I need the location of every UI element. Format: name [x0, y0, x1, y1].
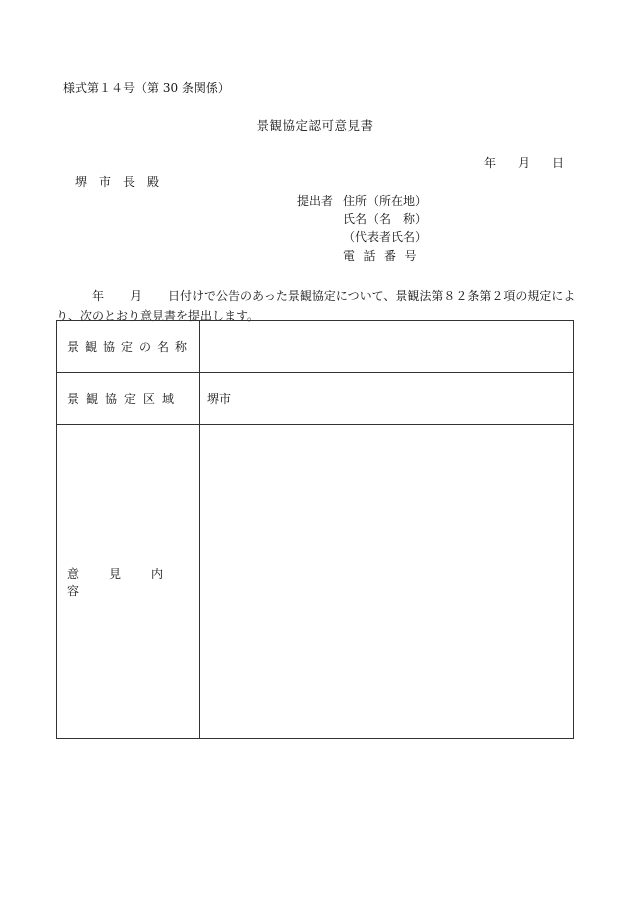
opinion-form-table	[56, 320, 574, 739]
agreement-name-label: 景観協定の名称	[57, 321, 200, 373]
submitter-address-label: 住所（所在地）	[343, 194, 428, 208]
date-year: 年	[484, 156, 497, 170]
submitter-name-label: 氏名（名 称）	[343, 212, 428, 226]
body-month: 月	[130, 289, 143, 303]
agreement-area-field[interactable]: 堺市	[200, 373, 574, 425]
opinion-content-label: 意見内容	[57, 425, 200, 739]
agreement-name-field[interactable]	[200, 321, 574, 373]
table-row	[57, 373, 574, 425]
submitter-representative-label: （代表者氏名）	[343, 230, 428, 244]
addressee: 堺市長殿	[75, 175, 172, 189]
date-line	[484, 157, 564, 169]
form-number: 様式第１４号（第 30 条関係）	[63, 81, 230, 95]
submitter-label: 提出者	[297, 194, 334, 208]
document-title: 景観協定認可意見書	[256, 118, 374, 133]
table-row	[57, 425, 574, 739]
body-text: 日付けで公告のあった景観協定について、景観法第８２条第２項の規定により、次のとおり意見書を提出します。	[56, 289, 576, 323]
date-day: 日	[552, 156, 565, 170]
opinion-content-field[interactable]	[200, 425, 574, 739]
submitter-phone-label: 電話番号	[343, 249, 426, 263]
date-month: 月	[518, 156, 531, 170]
table-row	[57, 321, 574, 373]
agreement-area-label: 景観協定区域	[57, 373, 200, 425]
body-year: 年	[92, 289, 105, 303]
